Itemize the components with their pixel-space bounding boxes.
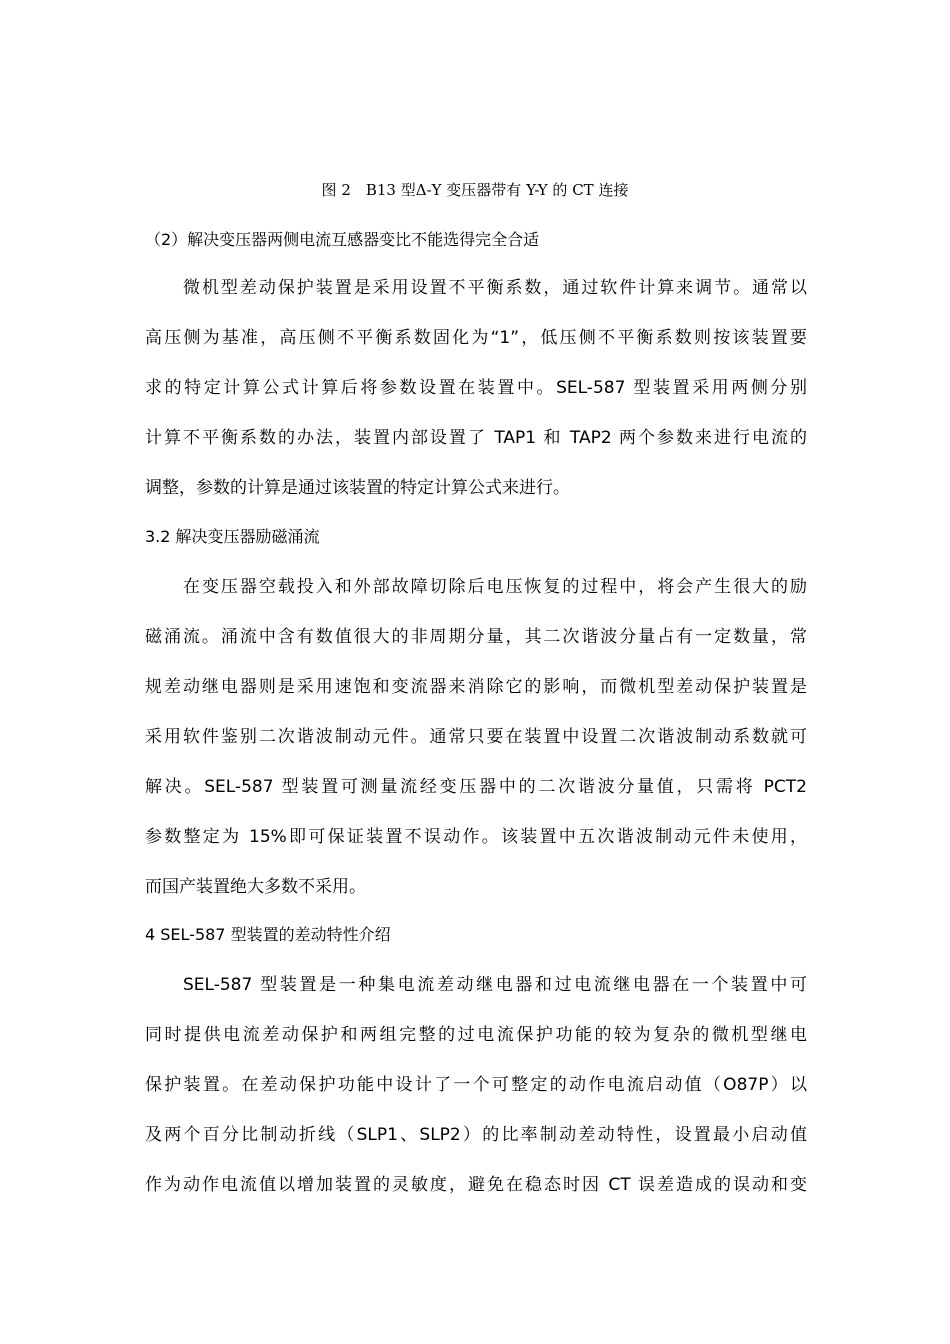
- figure-caption: 图 2 B13 型Δ-Y 变压器带有 Y-Y 的 CT 连接: [321, 181, 629, 199]
- paragraph-line: 作为动作电流值以增加装置的灵敏度，避免在稳态时因 CT 误差造成的误动和变: [145, 1175, 807, 1195]
- paragraph-line: 同时提供电流差动保护和两组完整的过电流保护功能的较为复杂的微机型继电: [145, 1025, 807, 1045]
- paragraph-line: 求的特定计算公式计算后将参数设置在装置中。SEL-587 型装置采用两侧分别: [145, 378, 807, 398]
- section-heading-4: 4 SEL-587 型装置的差动特性介绍: [145, 925, 391, 944]
- section-heading-2: （2）解决变压器两侧电流互感器变比不能选得完全合适: [145, 230, 540, 249]
- paragraph-line: 及两个百分比制动折线（SLP1、SLP2）的比率制动差动特性，设置最小启动值: [145, 1125, 807, 1145]
- paragraph-line: 磁涌流。涌流中含有数值很大的非周期分量，其二次谐波分量占有一定数量，常: [145, 627, 807, 647]
- paragraph-line: 而国产装置绝大多数不采用。: [145, 877, 366, 897]
- paragraph-line: 采用软件鉴别二次谐波制动元件。通常只要在装置中设置二次谐波制动系数就可: [145, 727, 807, 747]
- paragraph-line: SEL-587 型装置是一种集电流差动继电器和过电流继电器在一个装置中可: [183, 975, 807, 995]
- paragraph-line: 规差动继电器则是采用速饱和变流器来消除它的影响，而微机型差动保护装置是: [145, 677, 807, 697]
- paragraph-line: 微机型差动保护装置是采用设置不平衡系数，通过软件计算来调节。通常以: [183, 278, 807, 298]
- paragraph-line: 计算不平衡系数的办法，装置内部设置了 TAP1 和 TAP2 两个参数来进行电流的: [145, 428, 807, 448]
- paragraph-line: 调整，参数的计算是通过该装置的特定计算公式来进行。: [145, 478, 570, 498]
- paragraph-line: 在变压器空载投入和外部故障切除后电压恢复的过程中，将会产生很大的励: [183, 577, 807, 597]
- paragraph-line: 保护装置。在差动保护功能中设计了一个可整定的动作电流启动值（O87P）以: [145, 1075, 807, 1095]
- paragraph-line: 解决。SEL-587 型装置可测量流经变压器中的二次谐波分量值，只需将 PCT2: [145, 777, 807, 797]
- paragraph-line: 参数整定为 15%即可保证装置不误动作。该装置中五次谐波制动元件未使用，: [145, 827, 807, 847]
- paragraph-line: 高压侧为基准，高压侧不平衡系数固化为“1”，低压侧不平衡系数则按该装置要: [145, 328, 807, 348]
- section-heading-3-2: 3.2 解决变压器励磁涌流: [145, 527, 320, 546]
